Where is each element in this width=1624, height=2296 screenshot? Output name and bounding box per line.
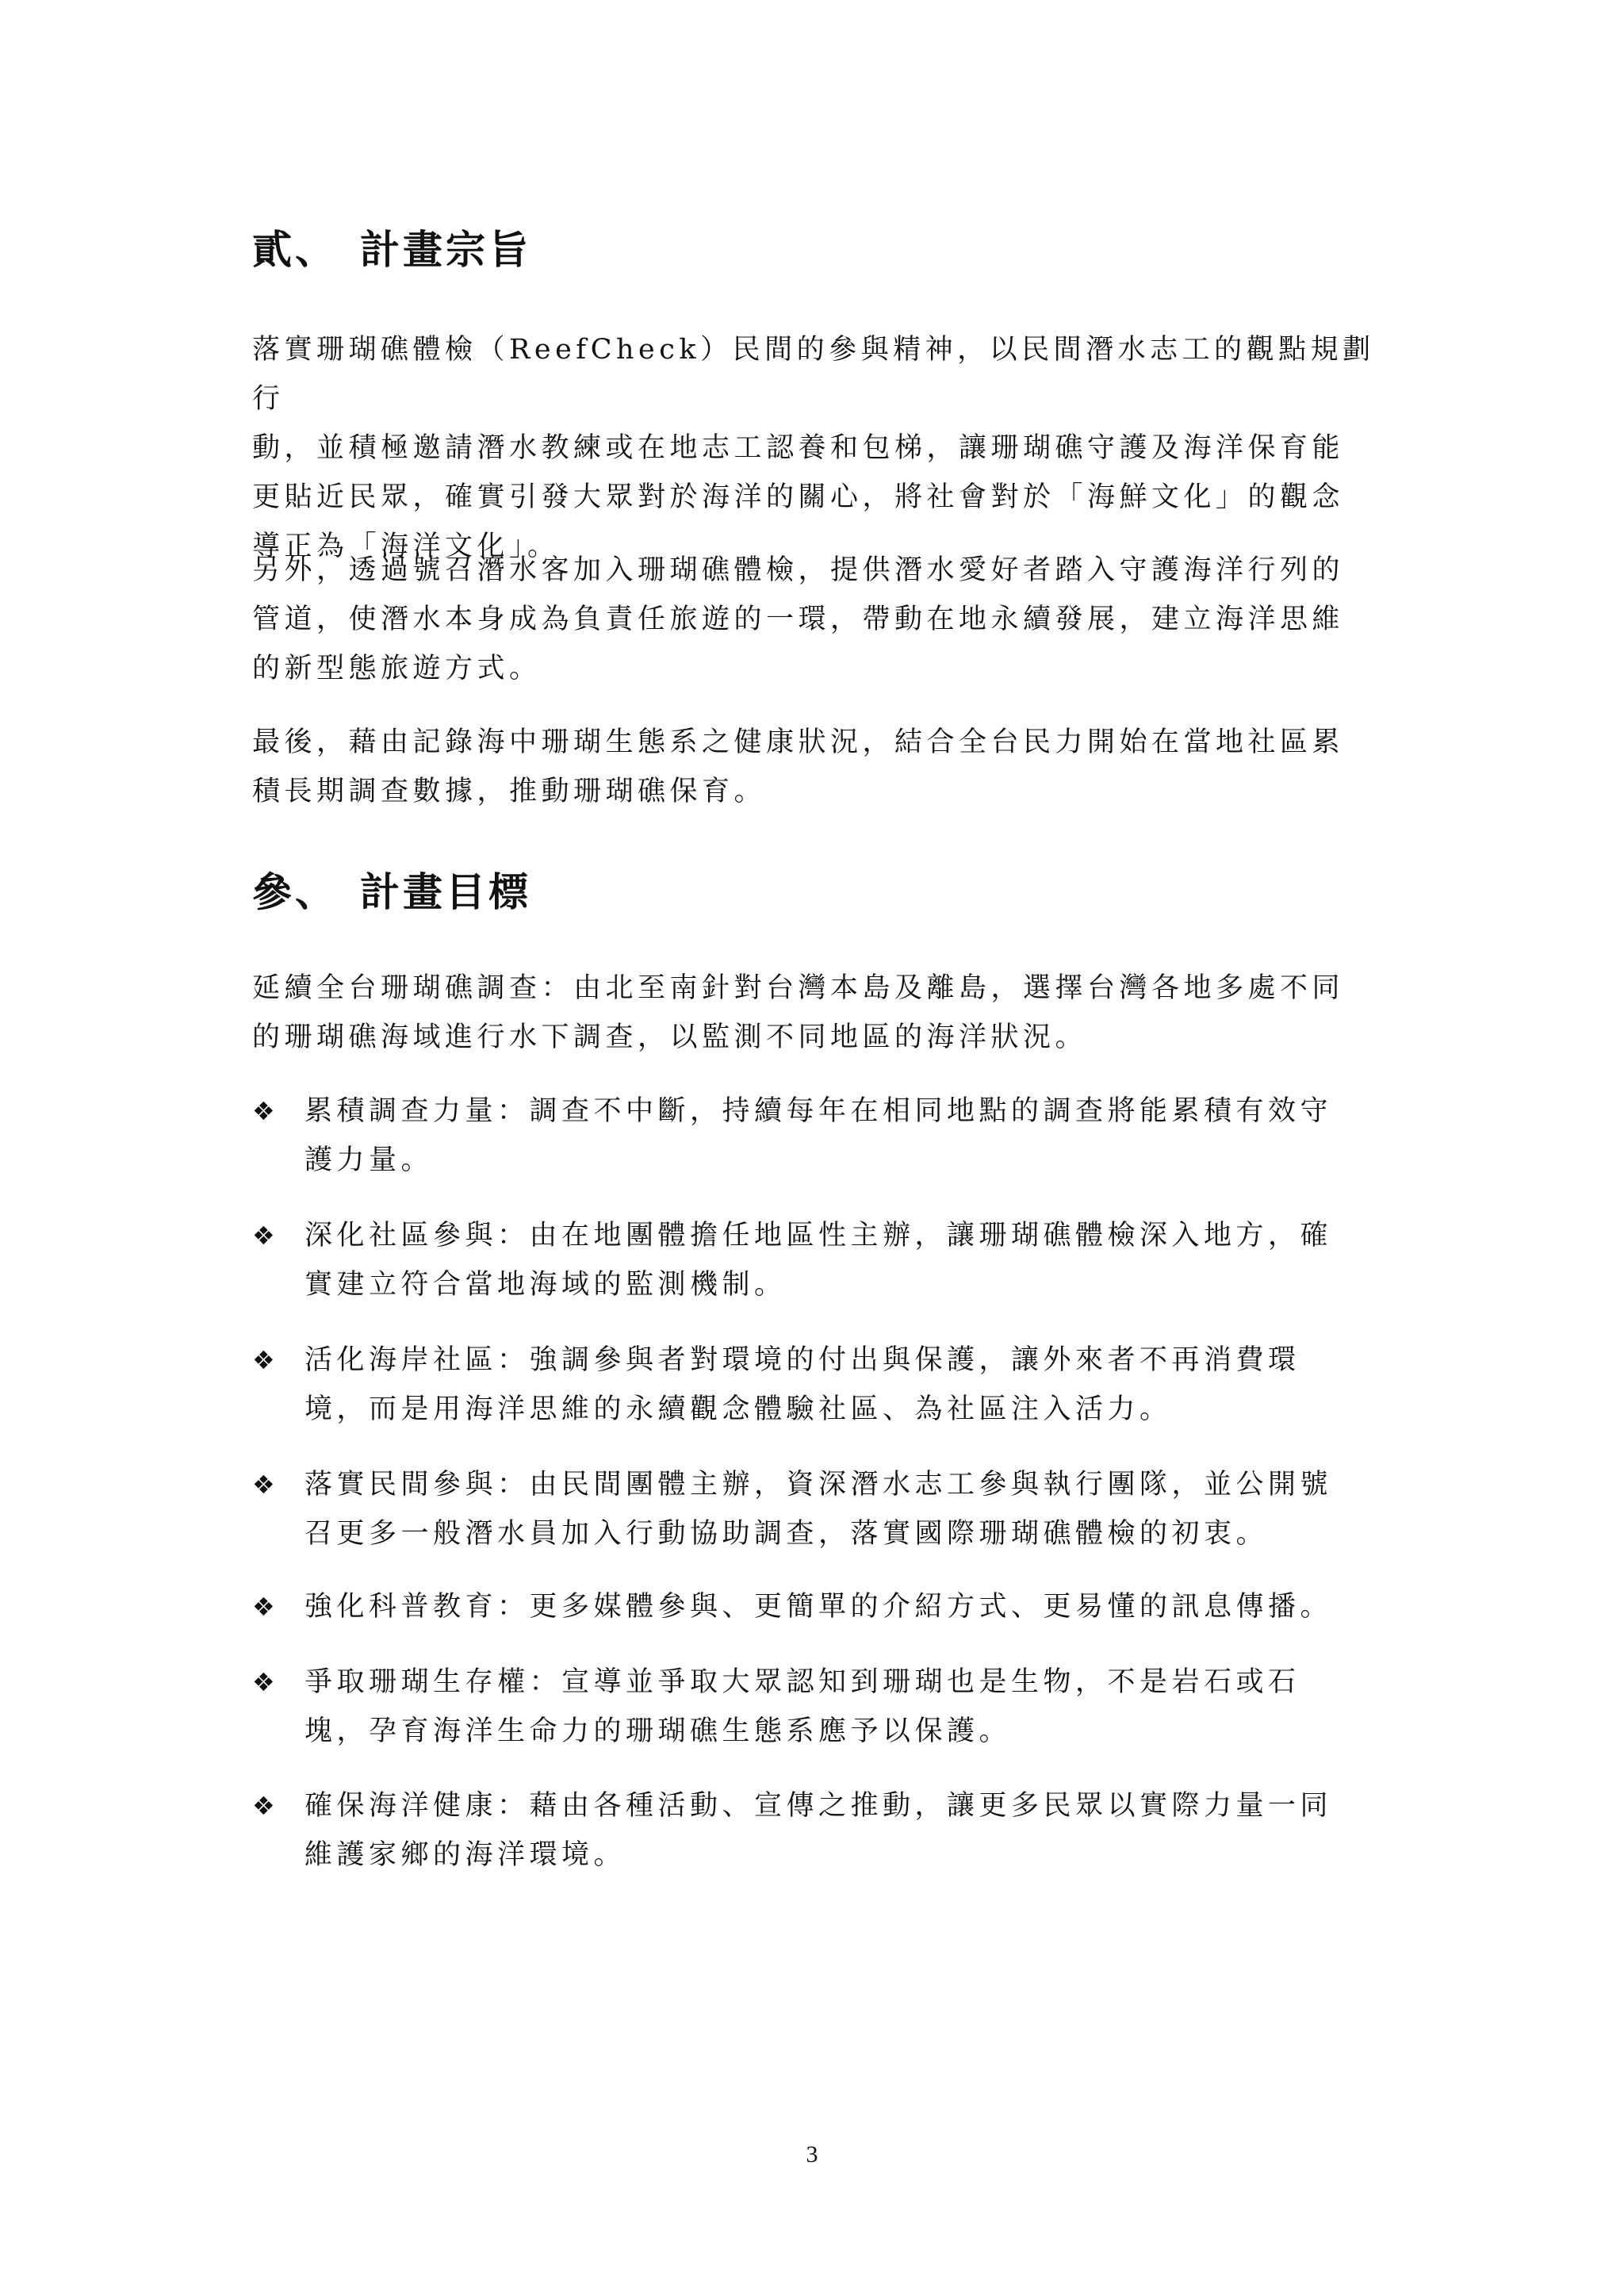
section-title: 計畫目標 bbox=[360, 869, 531, 915]
list-item-text: 強化科普教育：更多媒體參與、更簡單的介紹方式、更易懂的訊息傳播。 bbox=[304, 1591, 1333, 1623]
diamond-bullet-icon: ❖ bbox=[252, 1096, 275, 1126]
diamond-bullet-icon: ❖ bbox=[252, 1667, 275, 1697]
list-item-text: 確保海洋健康：藉由各種活動、宣傳之推動，讓更多民眾以實際力量一同 維護家鄉的海洋環境。 bbox=[304, 1790, 1333, 1871]
list-item-text: 落實民間參與：由民間團體主辦，資深潛水志工參與執行團隊，並公開號 召更多一般潛水員加入行動協助調查，落實國際珊瑚礁體檢的初衷。 bbox=[304, 1469, 1333, 1550]
section-heading-purpose bbox=[252, 226, 531, 274]
section-title: 計畫宗旨 bbox=[360, 227, 531, 273]
list-item-text: 累積調查力量：調查不中斷，持續每年在相同地點的調查將能累積有效守 護力量。 bbox=[304, 1095, 1333, 1176]
diamond-bullet-icon: ❖ bbox=[252, 1221, 275, 1251]
page-number: 3 bbox=[806, 2141, 818, 2168]
purpose-paragraph-1: 落實珊瑚礁體檢（ReefCheck）民間的參與精神，以民間潛水志工的觀點規劃行 動，並積極邀請潛水教練或在地志工認養和包梯，讓珊瑚礁守護及海洋保育能 更貼近民眾，確實引發大眾對於海洋的關心，將社會對於「海鮮文化」的觀念 導正為「海洋文化」。 bbox=[252, 334, 1375, 562]
purpose-paragraph-3: 最後，藉由記錄海中珊瑚生態系之健康狀況，結合全台民力開始在當地社區累 積長期調查數據，推動珊瑚礁保育。 bbox=[252, 726, 1345, 807]
list-item-text: 爭取珊瑚生存權：宣導並爭取大眾認知到珊瑚也是生物，不是岩石或石 塊，孕育海洋生命力的珊瑚礁生態系應予以保護。 bbox=[304, 1666, 1300, 1747]
list-item-text: 活化海岸社區：強調參與者對環境的付出與保護，讓外來者不再消費環 境，而是用海洋思維的永續觀念體驗社區、為社區注入活力。 bbox=[304, 1344, 1300, 1425]
diamond-bullet-icon: ❖ bbox=[252, 1470, 275, 1500]
diamond-bullet-icon: ❖ bbox=[252, 1592, 275, 1622]
diamond-bullet-icon: ❖ bbox=[252, 1345, 275, 1375]
list-item-text: 深化社區參與：由在地團體擔任地區性主辦，讓珊瑚礁體檢深入地方，確 實建立符合當地海域的監測機制。 bbox=[304, 1220, 1333, 1301]
section-number: 貳、 bbox=[252, 227, 338, 273]
section-number: 參、 bbox=[252, 869, 338, 915]
section-heading-goals bbox=[252, 868, 531, 916]
purpose-paragraph-2: 另外，透過號召潛水客加入珊瑚礁體檢，提供潛水愛好者踏入守護海洋行列的 管道，使潛水本身成為負責任旅遊的一環，帶動在地永續發展，建立海洋思維 的新型態旅遊方式。 bbox=[252, 554, 1345, 684]
diamond-bullet-icon: ❖ bbox=[252, 1791, 275, 1821]
goals-intro: 延續全台珊瑚礁調查：由北至南針對台灣本島及離島，選擇台灣各地多處不同 的珊瑚礁海域進行水下調查，以監測不同地區的海洋狀況。 bbox=[252, 972, 1345, 1053]
